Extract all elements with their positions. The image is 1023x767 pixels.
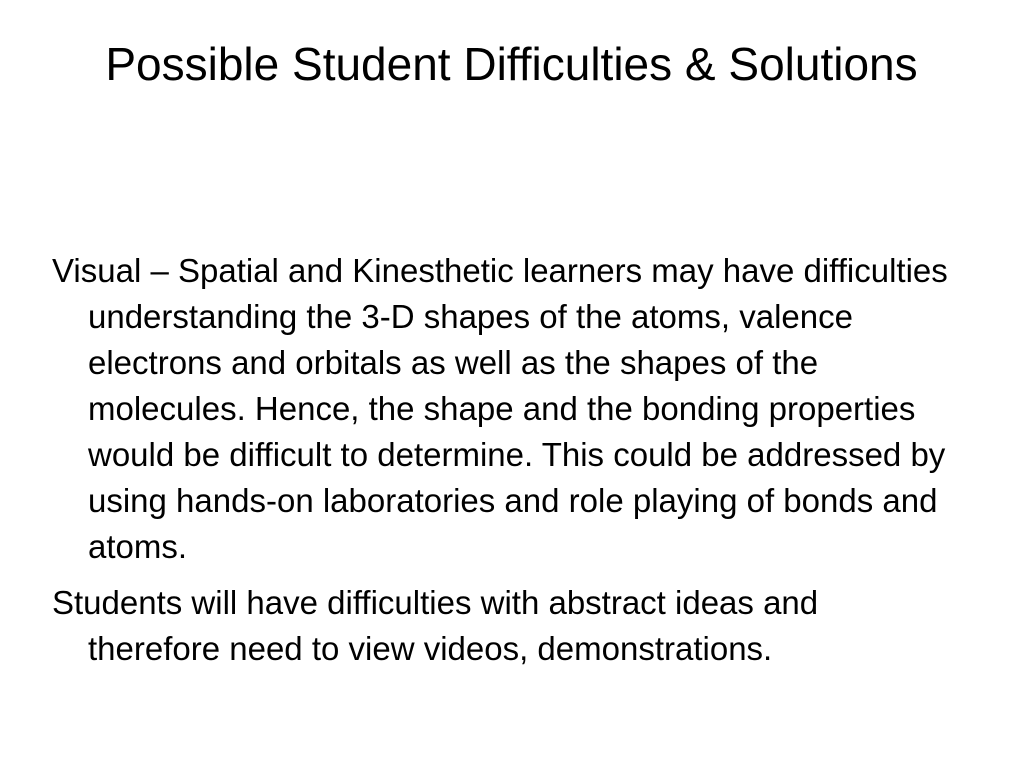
slide-title: Possible Student Difficulties & Solutions <box>105 38 918 90</box>
body-paragraph-abstract-ideas: Students will have difficulties with abstract ideas and therefore need to view videos, demonstrations. <box>52 584 819 667</box>
body-paragraph-visual-spatial: Visual – Spatial and Kinesthetic learners may have difficulties understanding the 3-D shapes of the atoms, valence electrons and orbitals as well as the shapes of the molecules. Hence, the shape and the bonding properties would be difficult to determine. This could be addressed by using hands-on laboratories and role playing of bonds and atoms. <box>52 252 948 565</box>
slide-body <box>52 248 957 682</box>
